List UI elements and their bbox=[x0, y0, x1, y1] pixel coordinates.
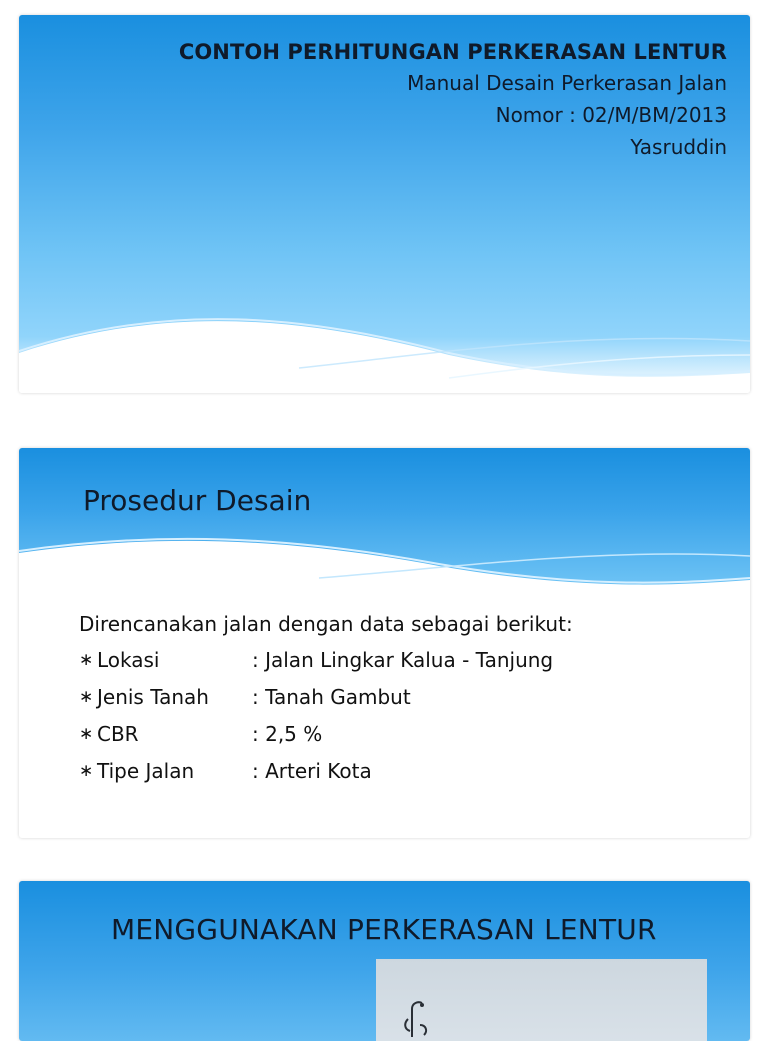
item-value: : Jalan Lingkar Kalua - Tanjung bbox=[252, 648, 554, 672]
data-list bbox=[79, 606, 573, 790]
list-item bbox=[79, 679, 573, 716]
bullet-icon: ∗ bbox=[79, 761, 94, 781]
item-value: : Arteri Kota bbox=[252, 759, 372, 783]
title-slide bbox=[19, 15, 750, 393]
wave-decoration bbox=[19, 283, 750, 393]
item-label: CBR bbox=[97, 722, 139, 746]
bullet-icon: ∗ bbox=[79, 724, 94, 744]
pavement-slide bbox=[19, 881, 750, 1041]
slide-title: Prosedur Desain bbox=[83, 484, 312, 517]
item-label: Lokasi bbox=[97, 648, 160, 672]
title-block bbox=[179, 37, 727, 163]
list-item bbox=[79, 753, 573, 790]
wave-decoration bbox=[19, 528, 750, 608]
item-value: : 2,5 % bbox=[252, 722, 323, 746]
item-value: : Tanah Gambut bbox=[252, 685, 411, 709]
item-label: Jenis Tanah bbox=[97, 685, 209, 709]
item-label: Tipe Jalan bbox=[97, 759, 195, 783]
bullet-icon: ∗ bbox=[79, 687, 94, 707]
author-name: Yasruddin bbox=[630, 135, 727, 159]
subtitle-manual: Manual Desain Perkerasan Jalan bbox=[407, 71, 727, 95]
slide-title: MENGGUNAKAN PERKERASAN LENTUR bbox=[111, 913, 657, 946]
road-photo bbox=[376, 959, 707, 1041]
intro-text: Direncanakan jalan dengan data sebagai berikut: bbox=[79, 612, 573, 636]
subtitle-number: Nomor : 02/M/BM/2013 bbox=[495, 103, 727, 127]
list-item bbox=[79, 716, 573, 753]
street-lamp-icon bbox=[390, 997, 450, 1041]
presentation-title: CONTOH PERHITUNGAN PERKERASAN LENTUR bbox=[178, 40, 727, 64]
list-item bbox=[79, 642, 573, 679]
bullet-icon: ∗ bbox=[79, 650, 94, 670]
procedure-slide bbox=[19, 448, 750, 838]
